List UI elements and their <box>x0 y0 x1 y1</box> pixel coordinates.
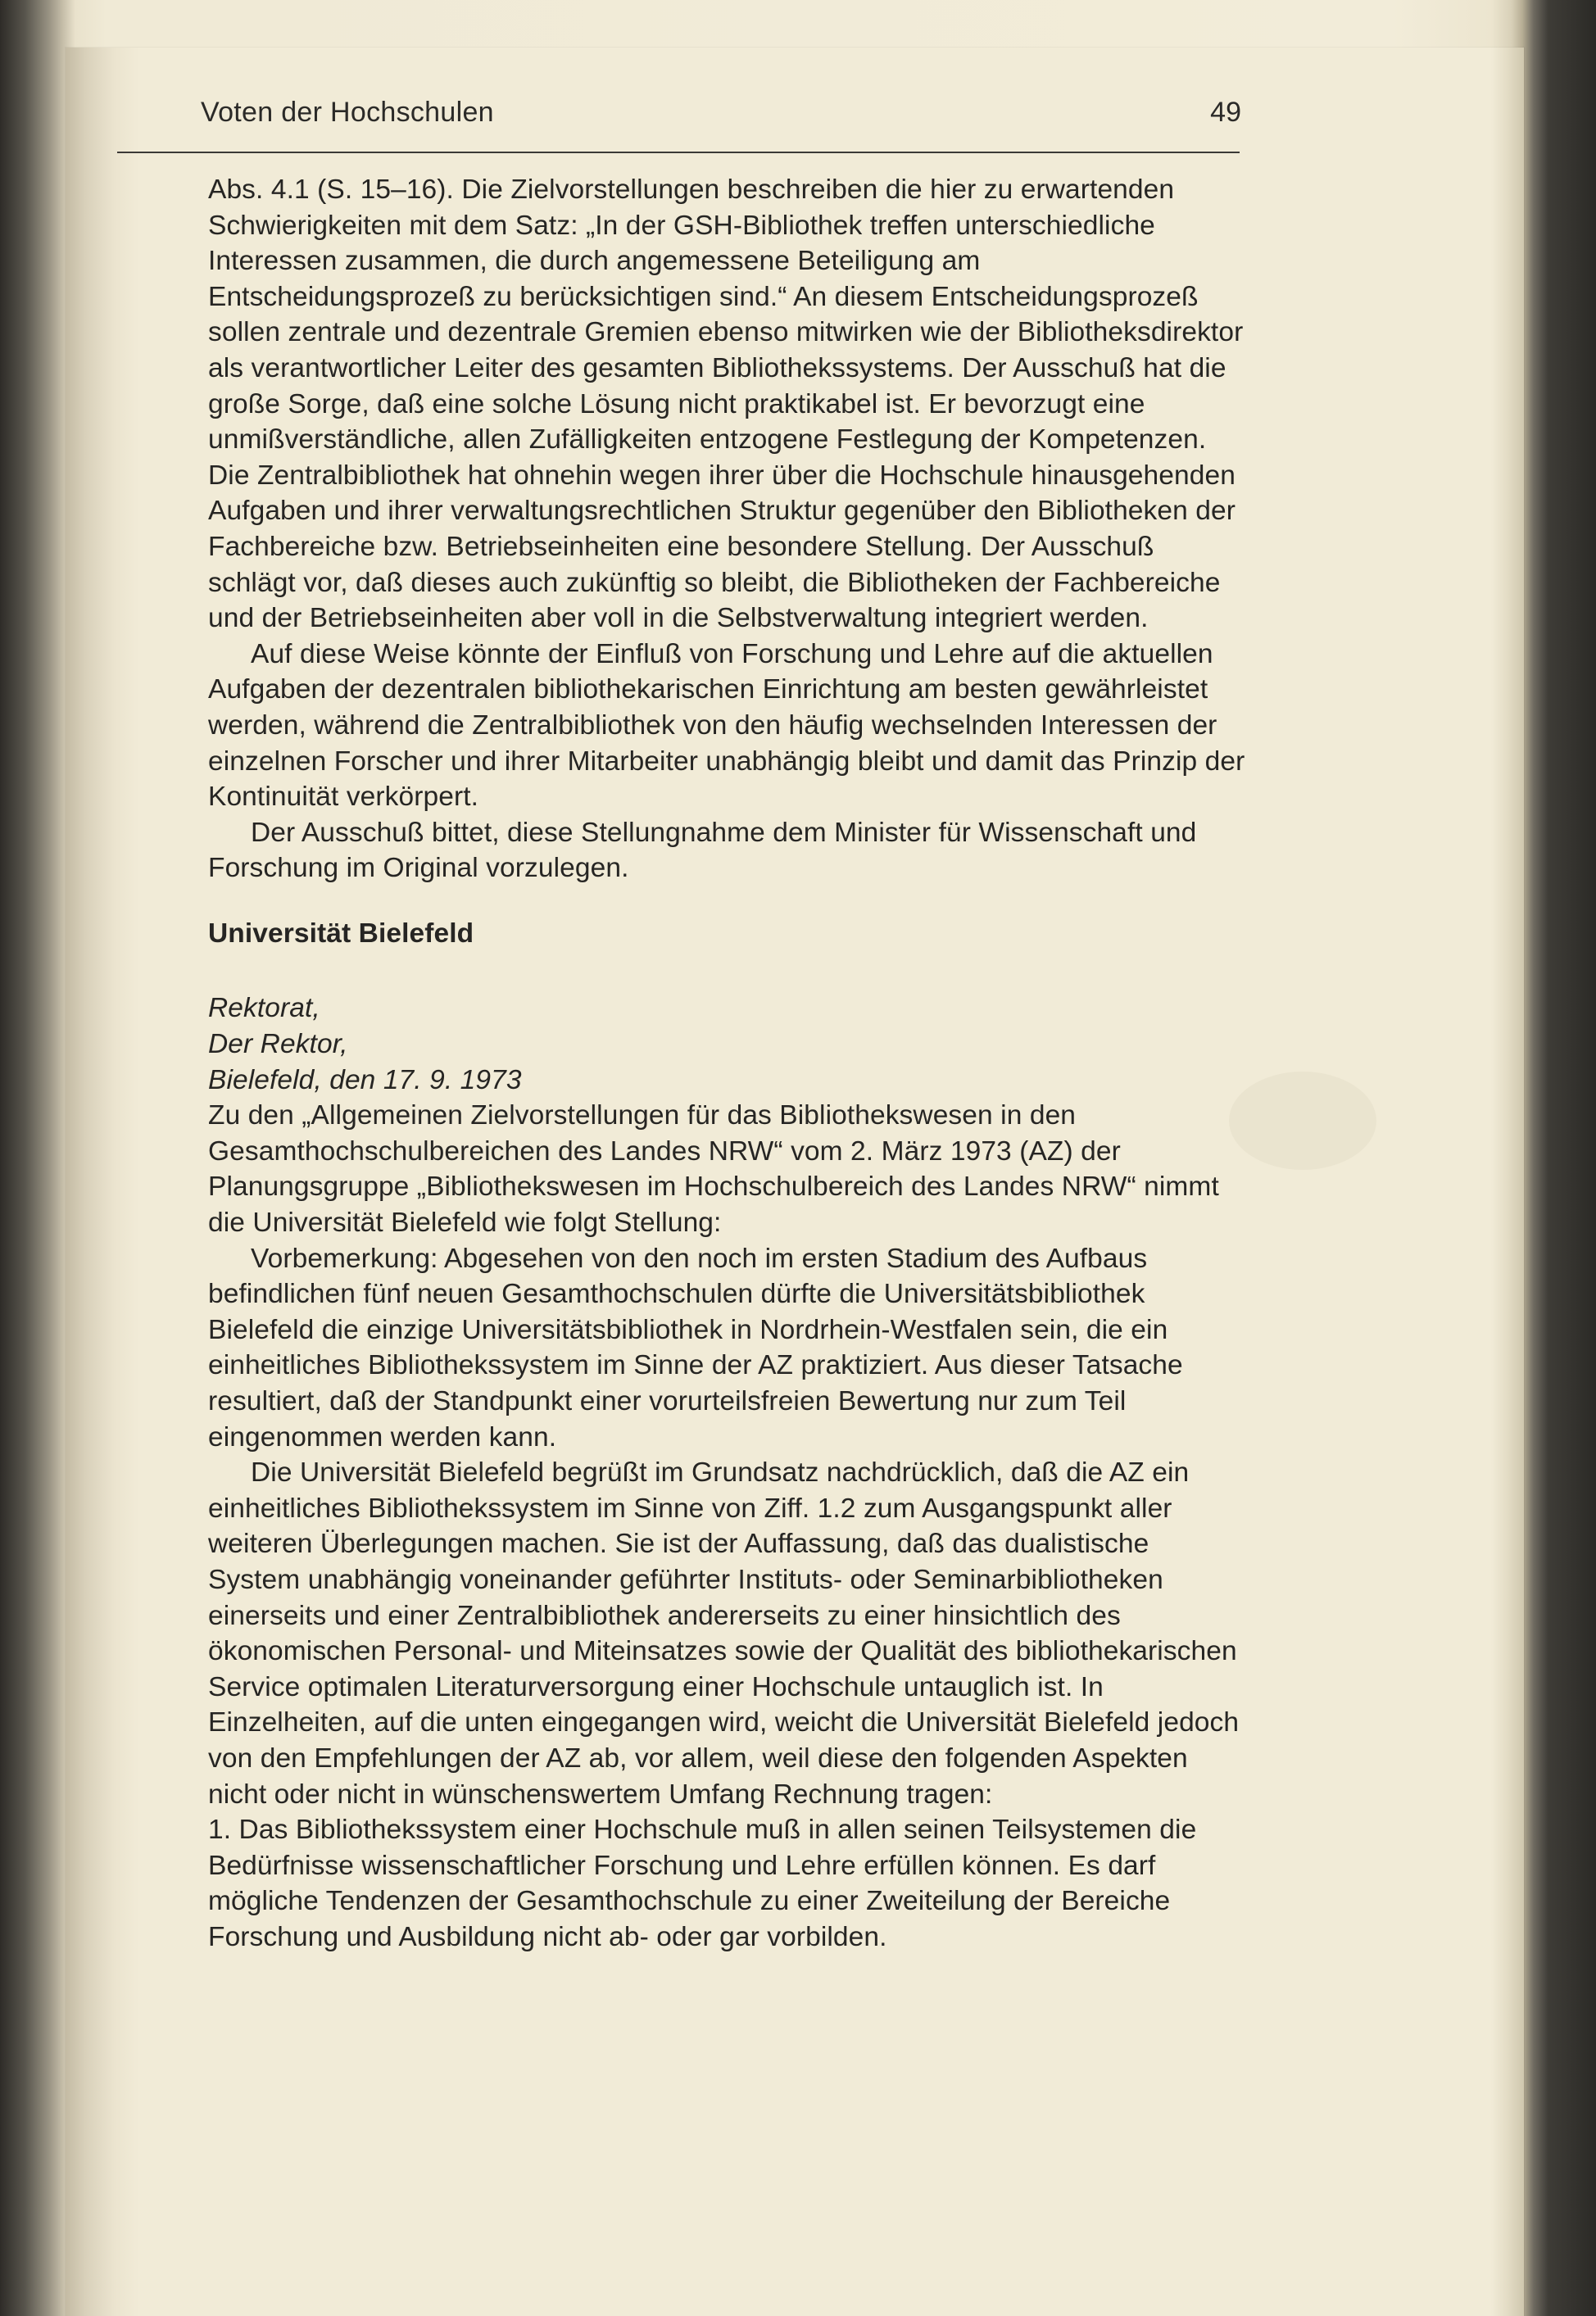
sender-line: Der Rektor, <box>208 1029 348 1060</box>
paragraph: Zu den „Allgemeinen Zielvorstellungen für das Bibliothekswesen in den Gesamthochschulbereichen des Landes NRW“ vom 2. März 1973 (AZ) der Planungsgruppe „Bibliothekswesen im Hochschulbereich des Landes NRW“ nimmt die Universität Bielefeld wie folgt Stellung: <box>208 1100 1219 1239</box>
paragraph: Abs. 4.1 (S. 15–16). Die Zielvorstellungen beschreiben die hier zu erwartenden Schwierigkeiten mit dem Satz: „In der GSH-Bibliothek treffen unterschiedliche Interessen zusammen, die durch angemessene Beteiligung am Entscheidungsprozeß zu berücksichtigen sind.“ An diesem Entscheidungsprozeß sollen zentrale und dezentrale Gremien ebenso mitwirken wie der Bibliotheksdirektor als verantwortlicher Leiter des gesamten Bibliothekssystems. Der Ausschuß hat die große Sorge, daß eine solche Lösung nicht praktikabel ist. Er bevorzugt eine unmißverständliche, allen Zufälligkeiten entzogene Festlegung der Kompetenzen. Die Zentralbibliothek hat ohnehin wegen ihrer über die Hochschule hinausgehenden Aufgaben und ihrer verwaltungsrechtlichen Struktur gegenüber den Bibliotheken der Fachbereiche bzw. Betriebseinheiten eine besondere Stellung. Der Ausschuß schlägt vor, daß dieses auch zukünftig so bleibt, die Bibliotheken der Fachbereiche und der Betriebseinheiten aber voll in die Selbstverwaltung integriert werden. <box>208 174 1244 634</box>
header-rule <box>117 152 1240 153</box>
paragraph: Der Ausschuß bittet, diese Stellungnahme dem Minister für Wissenschaft und Forschung im Original vorzulegen. <box>208 817 1197 884</box>
paragraph: Die Universität Bielefeld begrüßt im Grundsatz nachdrücklich, daß die AZ ein einheitliches Bibliothekssystem im Sinne von Ziff. 1.2 zum Ausgangspunkt aller weiteren Überlegungen machen. Sie ist der Auffassung, daß das dualistische System unabhängig voneinander geführter Instituts- oder Seminarbibliotheken einerseits und einer Zentralbibliothek andererseits zu einer hinsichtlich des ökonomischen Personal- und Miteinsatzes sowie der Qualität des bibliothekarischen Service optimalen Literaturversorgung einer Hochschule untauglich ist. In Einzelheiten, auf die unten eingegangen wird, weicht die Universität Bielefeld jedoch von den Empfehlungen der AZ ab, vor allem, weil diese den folgenden Aspekten nicht oder nicht in wünschenswertem Umfang Rechnung tragen: <box>208 1457 1240 1810</box>
section-heading: Universität Bielefeld <box>208 918 474 949</box>
running-title: Voten der Hochschulen <box>201 97 494 128</box>
sender-line: Rektorat, <box>208 993 320 1024</box>
sender-date-line: Bielefeld, den 17. 9. 1973 <box>208 1064 522 1095</box>
body-text <box>208 172 1249 1956</box>
numbered-paragraph: 1. Das Bibliothekssystem einer Hochschule muß in allen seinen Teilsystemen die Bedürfnisse wissenschaftlicher Forschung und Lehre erfüllen können. Es darf mögliche Tendenzen der Gesamthochschule zu einer Zweiteilung der Bereiche Forschung und Ausbildung nicht ab- oder gar vorbilden. <box>208 1815 1197 1952</box>
paragraph: Auf diese Weise könnte der Einfluß von Forschung und Lehre auf die aktuellen Aufgaben der dezentralen bibliothekarischen Einrichtung am besten gewährleistet werden, während die Zentralbibliothek von den häufig wechselnden Interessen der einzelnen Forscher und ihrer Mitarbeiter unabhängig bleibt und damit das Prinzip der Kontinuität verkörpert. <box>208 638 1245 813</box>
page-edge <box>1491 48 1524 2316</box>
paragraph: Vorbemerkung: Abgesehen von den noch im ersten Stadium des Aufbaus befindlichen fünf neuen Gesamthochschulen dürfte die Universitätsbibliothek Bielefeld die einzige Universitätsbibliothek in Nordrhein-Westfalen sein, die ein einheitliches Bibliothekssystem im Sinne der AZ praktiziert. Aus dieser Tatsache resultiert, daß der Standpunkt einer vorurteilsfreien Bewertung nur zum Teil eingenommen werden kann. <box>208 1243 1183 1453</box>
paper-stain <box>1229 1072 1376 1170</box>
running-header <box>201 97 1241 146</box>
page-gutter-shadow <box>66 48 139 2316</box>
page-number: 49 <box>1210 97 1241 128</box>
